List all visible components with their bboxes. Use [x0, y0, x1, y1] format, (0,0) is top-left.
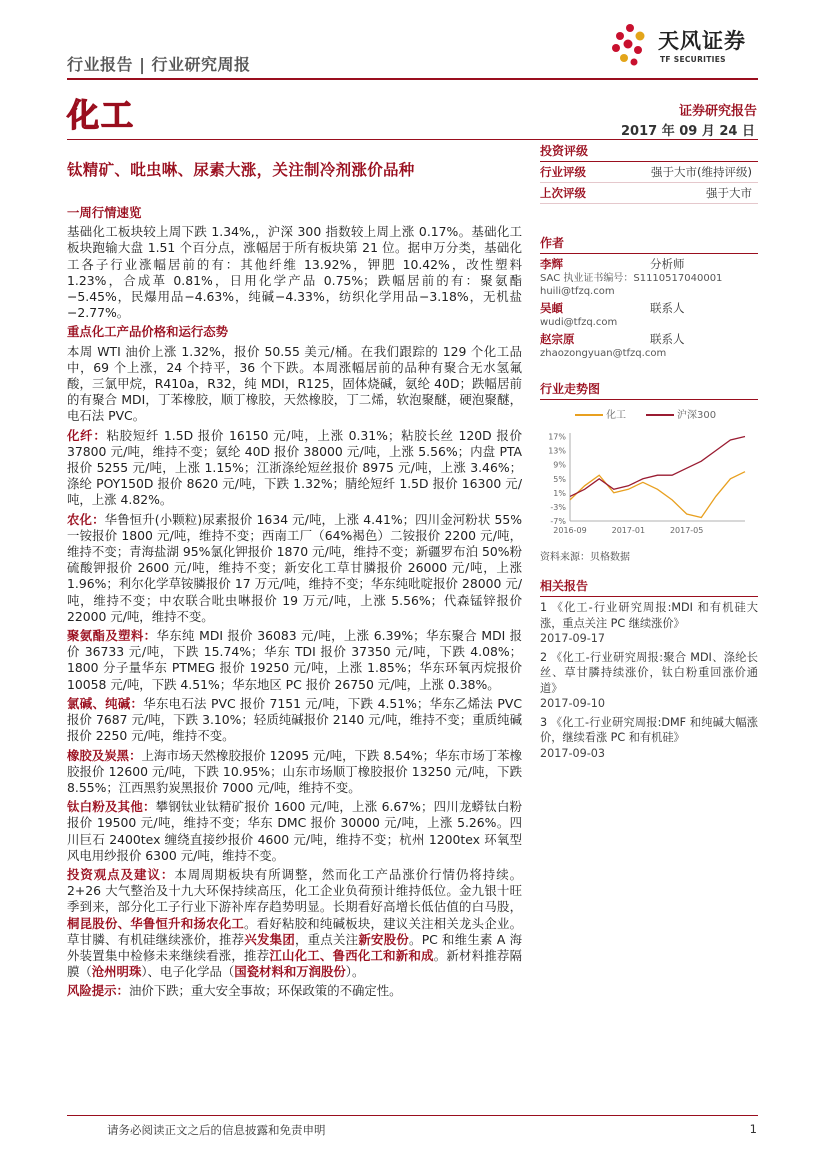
invest-highlight-6: 国瓷材料和万润股份: [234, 964, 346, 980]
fiber-label: 化纤：: [67, 427, 107, 443]
logo-name: 天风证券: [658, 29, 746, 53]
x-tick-label: 2017-01: [611, 526, 646, 535]
rating-row: [540, 183, 758, 204]
author-email[interactable]: zhaozongyuan@tfzq.com: [540, 348, 667, 359]
legend-swatch: [575, 414, 603, 416]
invest-highlight-2: 兴发集团: [244, 931, 296, 947]
report-category: 行业报告 | 行业研究周报: [67, 55, 251, 74]
fiber-text: 粘胶短纤 1.5D 报价 16150 元/吨，上涨 0.31%；粘胶长丝 120D 报价 37800 元/吨，维持不变；氨纶 40D 报价 38000 元/吨，上涨 5.56%；内盘 PTA 报价 5255 元/吨，上涨 1.15%；江浙涤纶短丝报价 8975 元/吨，上涨 3.46%；涤纶 POY150D 报价 8620 元/吨，下跌 1.32%；腈纶短纤 1.5D 报价 16300 元/吨，上涨 4.82%。: [67, 427, 522, 508]
invest-highlight-1: 桐昆股份、华鲁恒升和扬农化工: [67, 915, 245, 931]
risk-label: 风险提示：: [67, 983, 129, 999]
invest-label: 投资观点及建议：: [67, 866, 175, 882]
risk-paragraph: [67, 983, 522, 999]
pu-paragraph: [67, 628, 522, 693]
y-tick-label: 1%: [553, 488, 566, 498]
related-report-date: 2017-09-10: [540, 697, 606, 710]
logo-subtitle: TF SECURITIES: [660, 55, 726, 64]
pu-label: 聚氨酯及塑料：: [67, 628, 157, 644]
related-report-text: 3 《化工-行业研究周报:DMF 和纯碱大幅涨价，继续看涨 PC 和有机硅》: [540, 715, 758, 744]
price-section-title: 重点化工产品价格和运行态势: [67, 324, 229, 340]
author-block: [540, 331, 758, 360]
y-tick-label: 13%: [548, 446, 566, 456]
week-paragraph: 基础化工板块较上周下跌 1.34%,，沪深 300 指数较上周上涨 0.17%。基础化工板块跑输大盘 1.51 个百分点，涨幅居于所有板块第 21 位。据申万分类，基础化工各子行业涨幅居前的有：其他纤维 13.92%，钾肥 10.42%，改性塑料 1.23%，合成革 0.81%，日用化学产品 0.75%；跌幅居前的有：聚氨酯−5.45%，民爆用品−4.63%，纯碱−4.33%，纺织化学用品−3.18%，无机盐−2.77%。: [67, 224, 522, 321]
related-report-item[interactable]: [540, 600, 758, 647]
y-tick-label: 17%: [548, 432, 566, 442]
invest-text-2: 。看好粘胶和纯碱板块，建议关注相关龙头企业。草甘膦、有机硅继续涨价，推荐: [67, 915, 523, 947]
footer-disclaimer: 请务必阅读正文之后的信息披露和免责申明: [107, 1123, 326, 1137]
invest-text-5: 。新材料推荐隔膜（: [67, 947, 523, 980]
invest-text-1: 本周周期板块有所调整，然而化工产品涨价行情仍将持续。2+26 大气整治及十九大环保持续高压，化工企业负荷预计维持低位。金九银十旺季到来，部分化工子行业下游补库存趋势明显。长期看好高增长低估值的白马股，: [67, 866, 523, 915]
author-block: [540, 300, 758, 329]
pu-text: 华东纯 MDI 报价 36083 元/吨，上涨 6.39%；华东聚合 MDI 报价 36733 元/吨，下跌 15.74%；华东 TDI 报价 37350 元/吨，下跌 4.08%；1800 分子量华东 PTMEG 报价 19250 元/吨，上涨 1.85%；华东环氧丙烷报价 10058 元/吨，下跌 4.51%；华东地区 PC 报价 26750 元/吨，上涨 0.38%。: [67, 628, 522, 692]
legend-label: 化工: [606, 410, 626, 421]
ti-label: 钛白粉及其他：: [67, 799, 156, 815]
related-title: 相关报告: [540, 575, 758, 597]
report-type: 证券研究报告: [678, 104, 757, 119]
author-name: 吴頔: [540, 301, 563, 315]
rating-key: 上次评级: [540, 186, 586, 200]
series-line-hs300: [570, 437, 745, 497]
page-number: 1: [749, 1122, 757, 1136]
ti-text: 攀钢钛业钛精矿报价 1600 元/吨，上涨 6.67%；四川龙蟒钛白粉报价 19500 元/吨，维持不变；华东 DMC 报价 30000 元/吨，上涨 5.26%。四川巨石 2400tex 缠绕直接纱报价 4600 元/吨，维持不变；杭州 1200tex 环氧型风电用纱报价 6300 元/吨，维持不变。: [67, 799, 522, 863]
invest-text-3: ，重点关注: [295, 931, 359, 947]
trend-chart: [540, 423, 758, 543]
logo-mark-icon: [610, 22, 656, 68]
invest-paragraph: [67, 867, 522, 980]
x-tick-label: 2016-09: [553, 526, 587, 535]
rating-title: 投资评级: [540, 140, 758, 162]
rating-value: 强于大市: [706, 186, 752, 200]
invest-highlight-4: 江山化工、鲁西化工和新和成: [269, 947, 434, 963]
risk-text: 油价下跌；重大安全事故；环保政策的不确定性。: [128, 983, 402, 999]
legend-label: 沪深300: [677, 410, 717, 421]
chlor-label: 氯碱、纯碱：: [67, 695, 144, 711]
invest-text-7: ）。: [345, 964, 365, 980]
sector-title: 化工: [67, 96, 136, 134]
rating-value: 强于大市(维持评级): [651, 165, 752, 179]
legend-item-chem: [575, 406, 626, 421]
rubber-label: 橡胶及炭黑：: [67, 747, 142, 763]
week-section-title: 一周行情速览: [67, 205, 142, 220]
rating-key: 行业评级: [540, 165, 586, 179]
rubber-paragraph: [67, 748, 522, 797]
chart-legend: [540, 400, 758, 423]
y-tick-label: 9%: [553, 460, 566, 470]
author-role: 分析师: [650, 257, 685, 271]
sidebar: [540, 140, 758, 761]
related-report-text: 1 《化工-行业研究周报:MDI 和有机硅大涨，重点关注 PC 继续涨价》: [540, 601, 758, 630]
author-role: 联系人: [650, 332, 685, 346]
report-date: 2017 年 09 月 24 日: [621, 124, 755, 139]
author-name: 赵宗原: [540, 332, 575, 346]
author-block: [540, 256, 758, 298]
legend-swatch: [646, 414, 674, 416]
agri-label: 农化：: [67, 511, 105, 527]
tf-securities-logo: [610, 22, 760, 70]
ti-paragraph: [67, 799, 522, 864]
author-email[interactable]: wudi@tfzq.com: [540, 317, 618, 328]
invest-highlight-3: 新安股份: [358, 931, 410, 947]
authors-title: 作者: [540, 232, 758, 254]
agri-paragraph: [67, 512, 522, 625]
invest-text-4: 。PC 和维生素 A 海外装置集中检修未来继续看涨，推荐: [67, 931, 523, 963]
invest-text-6: ）、电子化学品（: [141, 964, 235, 980]
y-tick-label: -3%: [550, 502, 566, 512]
related-report-text: 2 《化工-行业研究周报:聚合 MDI、涤纶长丝、草甘膦持续涨价，钛白粉重回涨价通道》: [540, 650, 758, 695]
x-tick-label: 2017-05: [669, 526, 704, 535]
rating-row: [540, 162, 758, 183]
price-paragraph: 本周 WTI 油价上涨 1.32%，报价 50.55 美元/桶。在我们跟踪的 129 个化工品中，69 个上涨，24 个持平，36 个下跌。本周涨幅居前的品种有聚合无水氢氟酸，三氯甲烷，R410a，R32，纯 MDI，R125，固体烧碱，氨纶 40D；跌幅居前的有聚合 MDI，丁苯橡胶，顺丁橡胶，天然橡胶，丁二烯，软泡聚醚，硬泡聚醚，电石法 PVC。: [67, 343, 522, 424]
author-email[interactable]: huili@tfzq.com: [540, 286, 615, 297]
trend-chart-box: [540, 378, 758, 563]
series-line-chem: [570, 472, 745, 518]
y-tick-label: -7%: [550, 517, 566, 526]
header-rule: [67, 78, 758, 80]
agri-text: 华鲁恒升(小颗粒)尿素报价 1634 元/吨，上涨 4.41%；四川金河粉状 55%一铵报价 1800 元/吨，维持不变；西南工厂（64%褐色）二铵报价 2200 元/吨，维持不变；青海盐湖 95%氯化钾报价 1870 元/吨，维持不变；新疆罗布泊 50%粉硫酸钾报价 2600 元/吨，维持不变；新安化工草甘膦报价 26000 元/吨，上涨 1.96%；利尔化学草铵膦报价 17 万元/吨，维持不变；华东纯吡啶报价 28000 元/吨，维持不变；中农联合吡虫啉报价 19 万元/吨，上涨 5.56%；代森锰锌报价 22000 元/吨，维持不变。: [67, 511, 522, 624]
headline: 钛精矿、吡虫啉、尿素大涨，关注制冷剂涨价品种: [67, 161, 415, 179]
fiber-paragraph: [67, 428, 522, 509]
related-reports: [540, 575, 758, 761]
chlor-paragraph: [67, 696, 522, 745]
author-name: 李辉: [540, 257, 563, 271]
legend-item-hs300: [646, 406, 716, 421]
chlor-text: 华东电石法 PVC 报价 7151 元/吨，下跌 4.51%；华东乙烯法 PVC 报价 7687 元/吨，下跌 3.10%；轻质纯碱报价 2140 元/吨，维持不变；重质纯碱报价 2250 元/吨，维持不变。: [67, 695, 523, 744]
trend-title: 行业走势图: [540, 378, 758, 400]
author-role: 联系人: [650, 301, 685, 315]
related-report-date: 2017-09-17: [540, 632, 606, 645]
y-tick-label: 5%: [553, 474, 566, 484]
invest-highlight-5: 沧州明珠: [91, 964, 142, 980]
footer-rule: [67, 1115, 758, 1116]
chart-source: 资料来源：贝格数据: [540, 552, 630, 563]
related-report-item[interactable]: [540, 650, 758, 712]
related-report-date: 2017-09-03: [540, 746, 606, 760]
rubber-text: 上海市场天然橡胶报价 12095 元/吨，下跌 8.54%；华东市场丁苯橡胶报价 12600 元/吨，下跌 10.95%；山东市场顺丁橡胶报价 13250 元/吨，下跌 8.55%；江西黑豹炭黑报价 7000 元/吨，维持不变。: [67, 747, 522, 795]
author-cert: SAC 执业证书编号：S1110517040001: [540, 273, 723, 284]
main-content: [67, 205, 522, 1003]
related-report-item[interactable]: [540, 715, 758, 762]
